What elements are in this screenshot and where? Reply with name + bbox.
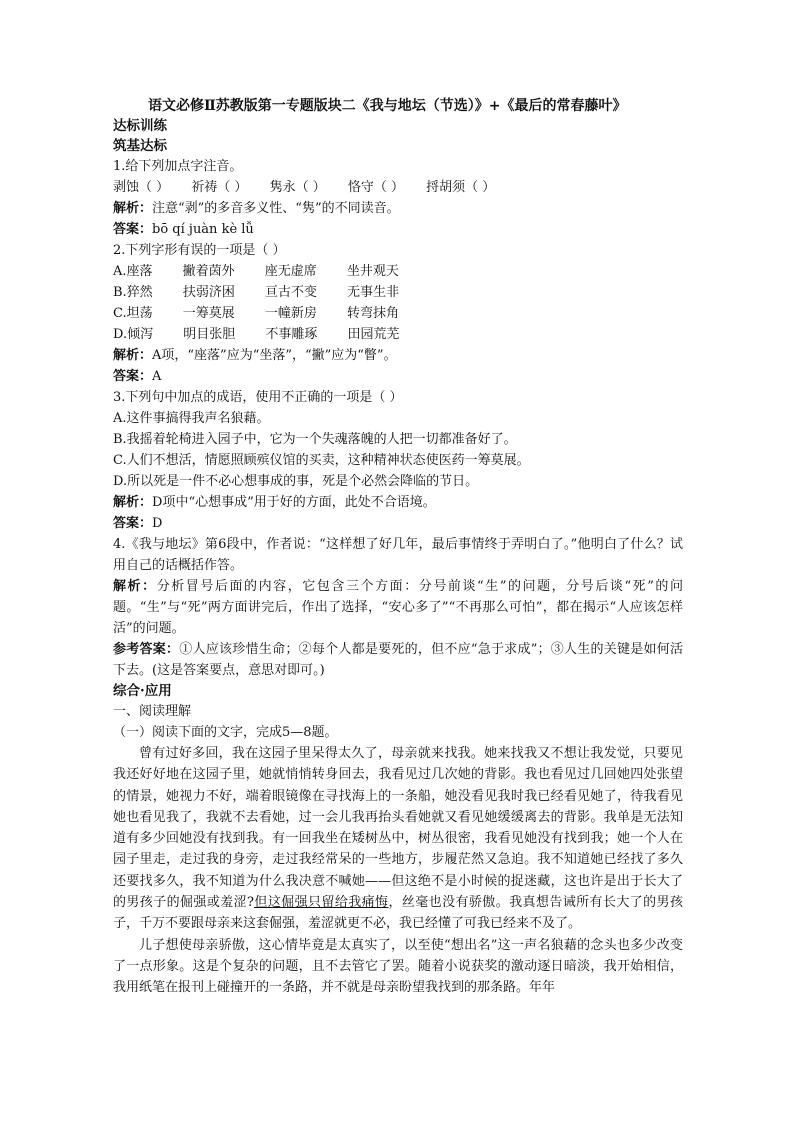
analysis-label: 解析： (113, 495, 153, 510)
question-4: 4.《我与地坛》第6段中，作者说：“这样想了好几年，最后事情终于弄明白了。”他明白了什么？试用自己的话概括作答。 (113, 537, 683, 573)
underlined-sentence: 但这倔强只留给我痛悔 (254, 895, 389, 911)
analysis-text: 注意“剥”的多音多义性、“隽”的不同读音。 (152, 201, 400, 216)
analysis-label: 解析： (113, 348, 153, 363)
q3-answer (113, 513, 683, 534)
document-title: 语文必修Ⅱ苏教版第一专题版块二《我与地坛（节选）》+《最后的常春藤叶》 (148, 98, 627, 114)
q3-option: A.这件事搞得我声名狼藉。 (113, 411, 270, 426)
paragraph-text: ，丝毫也没有骄傲。我真想告诫所有长大了的男孩子，千万不要跟母亲来这套倔强，羞涩就更不必，我已经懂了可我已经来不及了。 (113, 895, 683, 932)
q3-option: D.所以死是一件不必心想事成的事，死是个必然会降临的节日。 (113, 474, 479, 489)
q2-answer (113, 366, 683, 387)
analysis-label: 解析： (113, 579, 157, 594)
q1-item: 恪守（ ） (347, 180, 404, 195)
q2-option: C.坦荡 一筹莫展 一幢新房 转弯抹角 (113, 306, 400, 321)
answer-text: A (152, 369, 162, 384)
answer-label: 答案： (113, 516, 153, 531)
q1-item: 捋胡须（ ） (426, 180, 496, 195)
document-page (113, 96, 683, 999)
q3-option: C.人们不想活，情愿照顾殡仪馆的买卖，这种精神状态使医药一筹莫展。 (113, 453, 530, 468)
paragraph-text: 曾有过好多回，我在这园子里呆得太久了，母亲就来找我。她来找我又不想让我发觉，只要见我还好好地在这园子里，她就悄悄转身回去，我看见过几次她的背影。我也看见过几回她四处张望的情景，她视力不好，端着眼镜像在寻找海上的一条船，她没看见我时我已经看见她了，待我看见她也看见我了，我就不去看她，过一会儿我再抬头看她就又看见她缓缓离去的背影。我单是无法知道有多少回她没有找到我。有一回我坐在矮树丛中，树丛很密，我看见她没有找到我；她一个人在园子里走，走过我的身旁，走过我经常呆的一些地方，步履茫然又急迫。我不知道她已经找了多久还要找多久，我不知道为什么我决意不喊她——但这绝不是小时候的捉迷藏，这也许是出于长大了的男孩子的倔强或羞涩? (113, 746, 683, 911)
q4-analysis (113, 576, 683, 639)
q1-analysis (113, 198, 683, 219)
q2-analysis (113, 345, 683, 366)
section-heading-basics: 筑基达标 (113, 138, 167, 154)
q1-item: 祈祷（ ） (191, 180, 248, 195)
answer-label: 答案： (113, 222, 153, 237)
q1-item: 隽永（ ） (269, 180, 326, 195)
answer-label: 参考答案： (113, 642, 180, 657)
answer-text: D (152, 516, 163, 531)
analysis-text: 分析冒号后面的内容，它包含三个方面：分号前谈“生”的问题，分号后谈“死”的问题。“生”与“死”两方面讲完后，作出了选择，“安心多了”“不再那么可怕”，都在揭示“人应该怎样活”的问题。 (113, 579, 683, 636)
q1-answer (113, 219, 683, 240)
reading-paragraph-1 (113, 743, 683, 935)
part-heading-reading: 一、阅读理解 (113, 704, 192, 719)
section-heading-training: 达标训练 (113, 118, 167, 134)
question-2: 2.下列字形有误的一项是（ ） (113, 243, 286, 258)
reading-paragraph-2: 儿子想使母亲骄傲，这心情毕竟是太真实了，以至使“想出名”这一声名狼藉的念头也多少改变了一点形象。这是个复杂的问题，且不去管它了罢。随着小说获奖的激动逐日暗淡，我开始相信，我用纸笔在报刊上碰撞开的一条路，并不就是母亲盼望我找到的那条路。年年 (113, 937, 683, 996)
q2-option: A.座落 撇着茵外 座无虚席 坐井观天 (113, 264, 399, 279)
q2-option: D.倾泻 明目张胆 不事雕琢 田园荒芜 (113, 327, 400, 342)
question-1-items (113, 177, 683, 198)
q1-item: 剥蚀（ ） (113, 180, 170, 195)
q2-option: B.猝然 扶弱济困 亘古不变 无事生非 (113, 285, 400, 300)
analysis-text: A项，“座落”应为“坐落”，“撇”应为“瞥”。 (152, 348, 397, 363)
q4-answer (113, 639, 683, 681)
question-3: 3.下列句中加点的成语，使用不正确的一项是（ ） (113, 390, 403, 405)
analysis-text: D项中“心想事成”用于好的方面，此处不合语境。 (152, 495, 436, 510)
q3-analysis (113, 492, 683, 513)
answer-text: bō qí juàn kè lǚ (152, 222, 254, 237)
answer-text: ①人应该珍惜生命；②每个人都是要死的，但不应“急于求成”；③人生的关键是如何活下去。(这是答案要点，意思对即可。) (113, 642, 683, 678)
answer-label: 答案： (113, 369, 153, 384)
q3-option: B.我摇着轮椅进入园子中，它为一个失魂落魄的人把一切都准备好了。 (113, 432, 517, 447)
analysis-label: 解析： (113, 201, 153, 216)
reading-intro: （一）阅读下面的文字，完成5—8题。 (113, 725, 338, 740)
question-1: 1.给下列加点字注音。 (113, 159, 243, 174)
section-heading-application: 综合·应用 (113, 683, 172, 699)
